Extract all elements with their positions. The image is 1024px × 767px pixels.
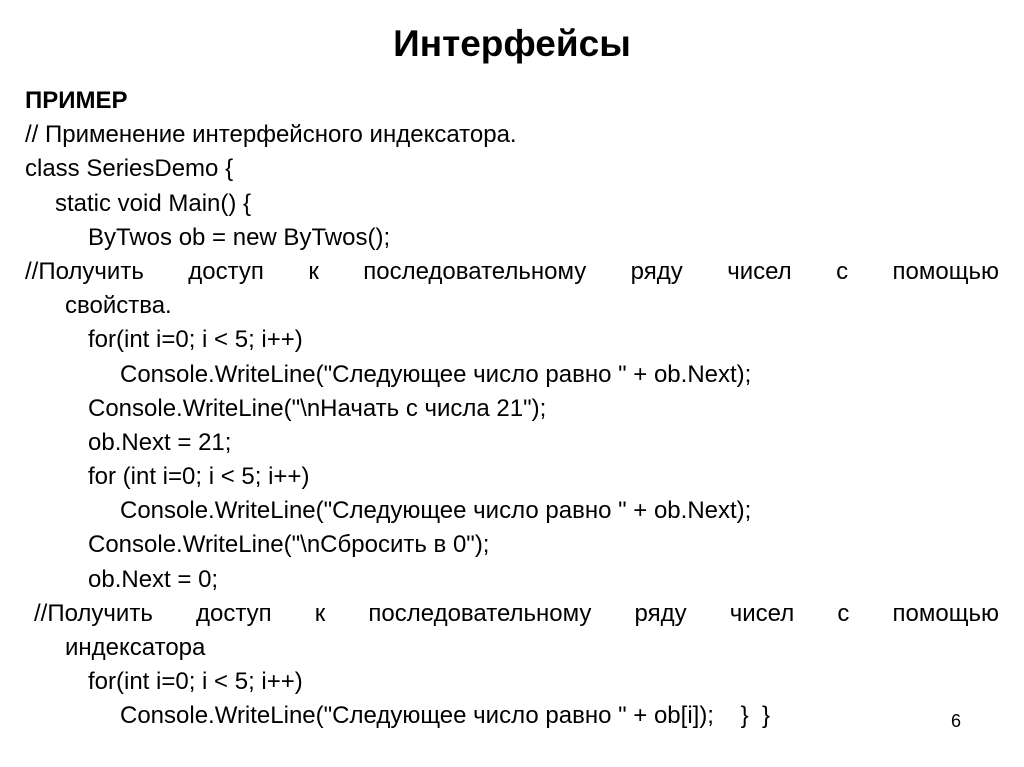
page-number: 6 [951,711,962,731]
code-comment-line: //Получить доступ к последовательному ряду чисел с помощью [25,257,999,285]
code-line: static void Main() { [55,189,252,217]
code-listing [25,84,999,734]
code-line: for(int i=0; i < 5; i++) [88,668,303,696]
code-line: ob.Next = 0; [88,565,219,593]
slide-title: Интерфейсы [393,23,631,64]
code-line: Console.WriteLine("Следующее число равно " + ob.Next); [120,497,752,525]
code-line: ByTwos ob = new ByTwos(); [88,223,391,251]
code-line: Console.WriteLine("Следующее число равно " + ob[i]); } } [120,702,771,730]
code-line: Console.WriteLine("Следующее число равно " + ob.Next); [120,360,752,388]
code-line: Console.WriteLine("\nСбросить в 0"); [88,531,490,559]
code-comment-continuation: свойства. [65,292,172,320]
code-line: ob.Next = 21; [88,428,232,456]
code-comment-line: // Применение интерфейсного индексатора. [25,121,517,149]
code-line: for(int i=0; i < 5; i++) [88,326,303,354]
example-heading: ПРИМЕР [25,87,128,114]
code-comment-continuation: индексатора [65,634,206,661]
code-line: class SeriesDemo { [25,155,234,183]
code-comment-line: //Получить доступ к последовательному ряду чисел с помощью [34,599,999,627]
code-line: Console.WriteLine("\nНачать с числа 21"); [88,394,547,422]
code-line: for (int i=0; i < 5; i++) [88,463,310,491]
